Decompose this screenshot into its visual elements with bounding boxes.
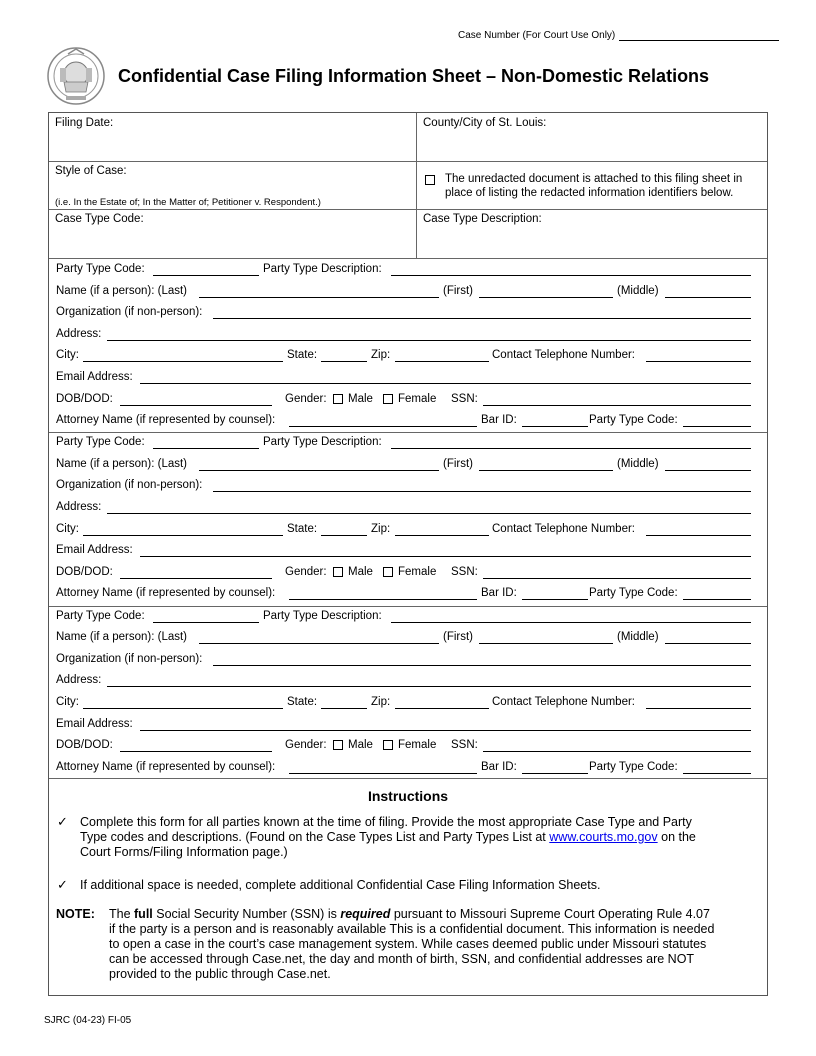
- female-checkbox[interactable]: [383, 740, 393, 750]
- unredacted-text-line1: The unredacted document is attached to this filing sheet in: [445, 173, 743, 185]
- form-id: SJRC (04-23) FI-05: [44, 1015, 132, 1026]
- unredacted-text-line2: place of listing the redacted information identifiers below.: [445, 187, 734, 199]
- ssn-label: SSN:: [451, 392, 478, 405]
- party-field-row: [49, 540, 767, 562]
- name-last-label: Name (if a person): (Last): [56, 284, 188, 297]
- page-title: Confidential Case Filing Information Sheet – Non-Domestic Relations: [118, 66, 710, 86]
- state-label: State:: [287, 695, 318, 708]
- first-name-field[interactable]: [479, 643, 613, 644]
- note-label: NOTE:: [56, 907, 95, 921]
- note-text-part: The: [109, 907, 135, 921]
- name-last-label: Name (if a person): (Last): [56, 457, 188, 470]
- zip-label: Zip:: [371, 349, 391, 362]
- dob-label: DOB/DOD:: [56, 739, 113, 752]
- email-field[interactable]: [140, 730, 751, 731]
- party-type-code-field[interactable]: [153, 448, 259, 449]
- party-field-row: [49, 562, 767, 584]
- female-label: Female: [398, 565, 437, 578]
- party-type-description-label: Party Type Description:: [263, 263, 382, 275]
- middle-name-field[interactable]: [665, 297, 751, 298]
- first-name-label: (First): [443, 457, 474, 470]
- note-full: full: [134, 907, 153, 921]
- style-of-case-hint: (i.e. In the Estate of; In the Matter of; Petitioner v. Respondent.): [55, 197, 321, 208]
- attorney-field[interactable]: [289, 599, 477, 600]
- organization-label: Organization (if non-person):: [56, 306, 203, 319]
- zip-field[interactable]: [395, 361, 489, 362]
- gender-label: Gender:: [285, 392, 327, 405]
- note-line: if the party is a person and is reasonably available This is a confidential document. This information is needed: [109, 922, 715, 936]
- case-number-blank[interactable]: [619, 30, 779, 41]
- instruction-line: Court Forms/Filing Information page.): [80, 845, 288, 859]
- gender-label: Gender:: [285, 565, 327, 578]
- bar-id-label: Bar ID:: [481, 414, 517, 427]
- party-field-row: [49, 606, 767, 628]
- city-label: City:: [56, 522, 79, 535]
- bar-id-label: Bar ID:: [481, 760, 517, 773]
- ssn-label: SSN:: [451, 565, 478, 578]
- case-number-label: Case Number (For Court Use Only): [458, 30, 616, 41]
- party-type-code-field[interactable]: [683, 426, 751, 427]
- instructions-title: Instructions: [367, 788, 449, 804]
- note-line: to open a case in the court’s case management system. While cases deemed public under Missouri statutes: [109, 937, 707, 951]
- state-label: State:: [287, 349, 318, 362]
- female-label: Female: [398, 739, 437, 752]
- organization-field[interactable]: [213, 491, 751, 492]
- case-type-code-label: Case Type Code:: [55, 213, 144, 225]
- address-field[interactable]: [107, 513, 751, 514]
- attorney-label: Attorney Name (if represented by counsel):: [56, 760, 276, 773]
- party-block: [49, 606, 767, 779]
- party-field-row: [49, 583, 767, 605]
- zip-label: Zip:: [371, 695, 391, 708]
- zip-field[interactable]: [395, 535, 489, 536]
- party-field-row: [49, 714, 767, 736]
- divider: [49, 161, 767, 162]
- party-type-code-label: Party Type Code:: [56, 609, 145, 622]
- instruction-item-1: [80, 815, 766, 860]
- party-field-row: [49, 627, 767, 649]
- ssn-field[interactable]: [483, 578, 751, 579]
- telephone-field[interactable]: [646, 535, 751, 536]
- middle-name-label: (Middle): [617, 631, 659, 644]
- checkmark-icon: ✓: [57, 814, 68, 829]
- address-label: Address:: [56, 674, 102, 687]
- instruction-text: on the: [657, 830, 696, 844]
- state-field[interactable]: [321, 361, 367, 362]
- email-field[interactable]: [140, 556, 751, 557]
- female-checkbox[interactable]: [383, 394, 393, 404]
- female-label: Female: [398, 392, 437, 405]
- middle-name-label: (Middle): [617, 284, 659, 297]
- note-text: [109, 907, 765, 982]
- party-field-row: [49, 519, 767, 541]
- organization-field[interactable]: [213, 665, 751, 666]
- filing-form: [48, 112, 768, 996]
- first-name-label: (First): [443, 284, 474, 297]
- city-field[interactable]: [83, 708, 283, 709]
- address-label: Address:: [56, 327, 102, 340]
- party-type-code-field[interactable]: [153, 622, 259, 623]
- party-type-description-field[interactable]: [391, 448, 751, 449]
- last-name-field[interactable]: [199, 470, 439, 471]
- male-label: Male: [348, 565, 373, 578]
- city-field[interactable]: [83, 535, 283, 536]
- party-field-row: [49, 670, 767, 692]
- party-field-row: [49, 345, 767, 367]
- address-field[interactable]: [107, 686, 751, 687]
- party-field-row: [49, 324, 767, 346]
- party-type-description-label: Party Type Description:: [263, 609, 382, 622]
- male-checkbox[interactable]: [333, 394, 343, 404]
- party-field-row: [49, 281, 767, 303]
- bar-id-field[interactable]: [522, 426, 588, 427]
- state-field[interactable]: [321, 535, 367, 536]
- bar-id-label: Bar ID:: [481, 587, 517, 600]
- telephone-label: Contact Telephone Number:: [492, 349, 635, 362]
- divider: [49, 778, 767, 779]
- party-block: [49, 432, 767, 605]
- party-field-row: [49, 692, 767, 714]
- instruction-item-2: If additional space is needed, complete additional Confidential Case Filing Information Sheets.: [80, 878, 601, 892]
- party-type-code-label: Party Type Code:: [56, 263, 145, 275]
- party-type-code-field[interactable]: [683, 773, 751, 774]
- note-text-part: Social Security Number (SSN) is: [152, 907, 341, 921]
- dob-field[interactable]: [120, 405, 272, 406]
- ssn-label: SSN:: [451, 739, 478, 752]
- female-checkbox[interactable]: [383, 567, 393, 577]
- telephone-label: Contact Telephone Number:: [492, 695, 635, 708]
- last-name-field[interactable]: [199, 643, 439, 644]
- bar-id-field[interactable]: [522, 773, 588, 774]
- party-type-code-label: Party Type Code:: [589, 587, 678, 600]
- attorney-label: Attorney Name (if represented by counsel):: [56, 587, 276, 600]
- attorney-field[interactable]: [289, 426, 477, 427]
- note-text-part: pursuant to Missouri Supreme Court Operating Rule 4.07: [390, 907, 710, 921]
- checkmark-icon: ✓: [57, 877, 68, 892]
- style-of-case-label: Style of Case:: [55, 165, 127, 177]
- organization-label: Organization (if non-person):: [56, 479, 203, 492]
- middle-name-field[interactable]: [665, 470, 751, 471]
- note-line: can be accessed through Case.net, the day and month of birth, SSN, and confidential addresses are NOT: [109, 952, 695, 966]
- address-label: Address:: [56, 501, 102, 514]
- email-label: Email Address:: [56, 371, 133, 383]
- party-field-row: [49, 735, 767, 757]
- first-name-field[interactable]: [479, 297, 613, 298]
- email-label: Email Address:: [56, 544, 133, 557]
- party-field-row: [49, 389, 767, 411]
- party-type-description-field[interactable]: [391, 622, 751, 623]
- note-line: [109, 907, 765, 922]
- party-type-description-label: Party Type Description:: [263, 436, 382, 449]
- party-field-row: [49, 454, 767, 476]
- state-label: State:: [287, 522, 318, 535]
- telephone-field[interactable]: [646, 361, 751, 362]
- party-field-row: [49, 649, 767, 671]
- zip-label: Zip:: [371, 522, 391, 535]
- male-label: Male: [348, 739, 373, 752]
- note-required: required: [340, 907, 391, 921]
- dob-label: DOB/DOD:: [56, 565, 113, 578]
- telephone-label: Contact Telephone Number:: [492, 522, 635, 535]
- unredacted-checkbox[interactable]: [425, 175, 435, 185]
- party-field-row: [49, 432, 767, 454]
- case-number-field: [458, 30, 779, 41]
- male-label: Male: [348, 392, 373, 405]
- attorney-field[interactable]: [289, 773, 477, 774]
- first-name-field[interactable]: [479, 470, 613, 471]
- telephone-field[interactable]: [646, 708, 751, 709]
- ssn-field[interactable]: [483, 751, 751, 752]
- case-type-description-label: Case Type Description:: [423, 213, 542, 225]
- zip-field[interactable]: [395, 708, 489, 709]
- instruction-line: [80, 830, 766, 845]
- instruction-text: Type codes and descriptions. (Found on the Case Types List and Party Types List at: [80, 830, 550, 844]
- party-block: [49, 259, 767, 432]
- middle-name-label: (Middle): [617, 457, 659, 470]
- attorney-label: Attorney Name (if represented by counsel):: [56, 414, 276, 427]
- gender-label: Gender:: [285, 739, 327, 752]
- city-field[interactable]: [83, 361, 283, 362]
- dob-field[interactable]: [120, 751, 272, 752]
- party-field-row: [49, 259, 767, 281]
- party-type-description-field[interactable]: [391, 275, 751, 276]
- party-type-code-field[interactable]: [683, 599, 751, 600]
- courts-website-link[interactable]: www.courts.mo.gov: [549, 830, 658, 844]
- party-field-row: [49, 757, 767, 779]
- first-name-label: (First): [443, 631, 474, 644]
- dob-field[interactable]: [120, 578, 272, 579]
- city-label: City:: [56, 695, 79, 708]
- state-seal-icon: [46, 44, 106, 108]
- note-line: provided to the public through Case.net.: [109, 967, 331, 981]
- party-type-code-label: Party Type Code:: [589, 414, 678, 427]
- name-last-label: Name (if a person): (Last): [56, 631, 188, 644]
- organization-field[interactable]: [213, 318, 751, 319]
- party-type-code-label: Party Type Code:: [589, 760, 678, 773]
- bar-id-field[interactable]: [522, 599, 588, 600]
- party-type-code-field[interactable]: [153, 275, 259, 276]
- party-field-row: [49, 410, 767, 432]
- party-field-row: [49, 475, 767, 497]
- last-name-field[interactable]: [199, 297, 439, 298]
- ssn-field[interactable]: [483, 405, 751, 406]
- dob-label: DOB/DOD:: [56, 392, 113, 405]
- address-field[interactable]: [107, 340, 751, 341]
- filing-date-label: Filing Date:: [55, 117, 114, 129]
- state-field[interactable]: [321, 708, 367, 709]
- divider: [49, 209, 767, 210]
- male-checkbox[interactable]: [333, 567, 343, 577]
- party-field-row: [49, 497, 767, 519]
- email-field[interactable]: [140, 383, 751, 384]
- party-field-row: [49, 367, 767, 389]
- organization-label: Organization (if non-person):: [56, 652, 203, 665]
- party-field-row: [49, 302, 767, 324]
- email-label: Email Address:: [56, 717, 133, 730]
- column-divider: [416, 113, 417, 258]
- city-label: City:: [56, 349, 79, 362]
- county-label: County/City of St. Louis:: [423, 117, 547, 129]
- male-checkbox[interactable]: [333, 740, 343, 750]
- party-type-code-label: Party Type Code:: [56, 436, 145, 449]
- middle-name-field[interactable]: [665, 643, 751, 644]
- instruction-line: Complete this form for all parties known at the time of filing. Provide the most appropriate Case Type and Party: [80, 815, 692, 829]
